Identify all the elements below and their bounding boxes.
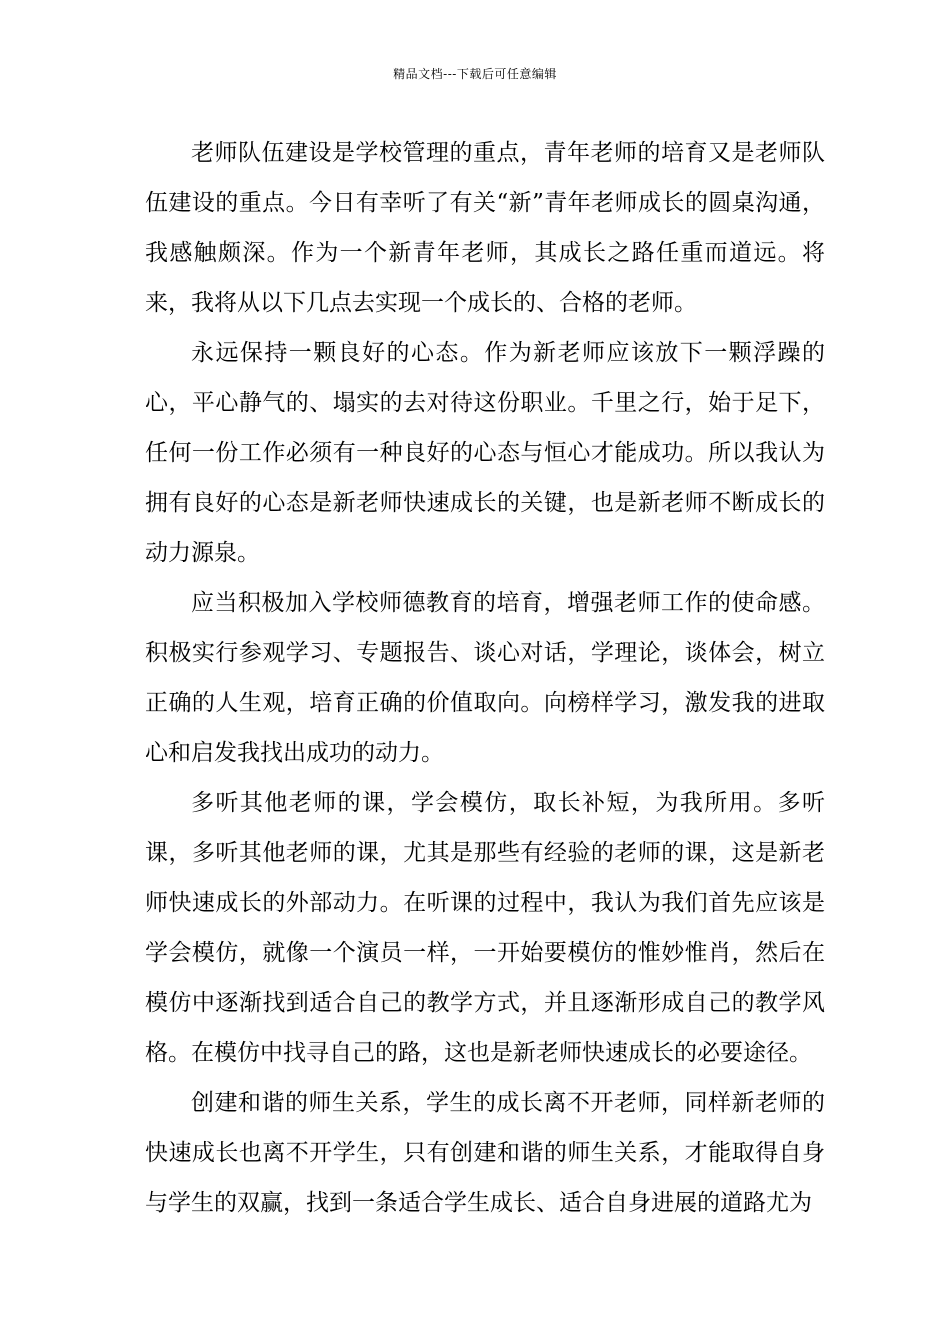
document-body bbox=[145, 128, 825, 1228]
paragraph: 应当积极加入学校师德教育的培育，增强老师工作的使命感。积极实行参观学习、专题报告、谈心对话，学理论，谈体会，树立正确的人生观，培育正确的价值取向。向榜样学习，激发我的进取心和启发我找出成功的动力。 bbox=[145, 590, 825, 766]
paragraph: 多听其他老师的课，学会模仿，取长补短，为我所用。多听课，多听其他老师的课，尤其是那些有经验的老师的课，这是新老师快速成长的外部动力。在听课的过程中，我认为我们首先应该是学会模仿，就像一个演员一样，一开始要模仿的惟妙惟肖，然后在模仿中逐渐找到适合自己的教学方式，并且逐渐形成自己的教学风格。在模仿中找寻自己的路，这也是新老师快速成长的必要途径。 bbox=[145, 790, 825, 1066]
page-header: 精品文档---下载后可任意编辑 bbox=[393, 67, 557, 81]
paragraph: 永远保持一颗良好的心态。作为新老师应该放下一颗浮躁的心，平心静气的、塌实的去对待这份职业。千里之行，始于足下，任何一份工作必须有一种良好的心态与恒心才能成功。所以我认为拥有良好的心态是新老师快速成长的关键，也是新老师不断成长的动力源泉。 bbox=[145, 340, 825, 566]
paragraph: 老师队伍建设是学校管理的重点，青年老师的培育又是老师队伍建设的重点。今日有幸听了有关“新”青年老师成长的圆桌沟通，我感触颇深。作为一个新青年老师，其成长之路任重而道远。将来，我将从以下几点去实现一个成长的、合格的老师。 bbox=[145, 140, 825, 316]
paragraph: 创建和谐的师生关系，学生的成长离不开老师，同样新老师的快速成长也离不开学生，只有创建和谐的师生关系，才能取得自身与学生的双赢，找到一条适合学生成长、适合自身进展的道路尤为 bbox=[145, 1090, 825, 1216]
